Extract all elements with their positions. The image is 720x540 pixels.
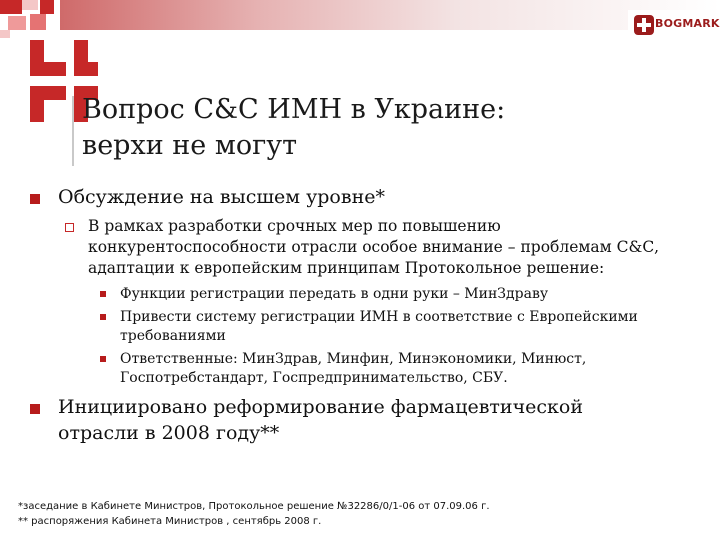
bullet-small-icon bbox=[100, 356, 106, 362]
top-gradient-bar bbox=[60, 0, 720, 30]
bullet-square-icon bbox=[30, 194, 40, 204]
logo-text: BOGMARK bbox=[655, 17, 720, 30]
bullet-small-icon bbox=[100, 291, 106, 297]
footnote: *заседание в Кабинете Министров, Протокольное решение №32286/0/1-06 от 07.09.06 г. bbox=[18, 501, 490, 512]
logo-icon bbox=[632, 13, 656, 37]
bullet-small-icon bbox=[100, 314, 106, 320]
list-item: Функции регистрации передать в одни руки – МинЗдраву bbox=[120, 286, 549, 302]
slide-title bbox=[82, 92, 682, 164]
title-line-1: Вопрос С&С ИМН в Украине: bbox=[82, 94, 506, 125]
title-line-2: верхи не могут bbox=[82, 130, 298, 161]
bullet-text: Инициировано реформирование фармацевтической отрасли в 2008 году** bbox=[58, 396, 583, 444]
hollow-square-icon bbox=[65, 223, 74, 232]
bullet-text: Обсуждение на высшем уровне* bbox=[58, 186, 385, 208]
bullet-square-icon bbox=[30, 404, 40, 414]
title-divider bbox=[72, 96, 74, 166]
list-item: Ответственные: МинЗдрав, Минфин, Минэкономики, Минюст, Госпотребстандарт, Госпредпринимательство, СБУ. bbox=[120, 351, 587, 386]
footnote: ** распоряжения Кабинета Министров , сентябрь 2008 г. bbox=[18, 516, 322, 527]
list-item: Привести систему регистрации ИМН в соответствие с Европейскими требованиями bbox=[120, 309, 638, 344]
sub-bullet-text: В рамках разработки срочных мер по повышению конкурентоспособности отрасли особое внимание – проблемам С&С, адаптации к европейским принципам Протокольное решение: bbox=[88, 217, 660, 277]
